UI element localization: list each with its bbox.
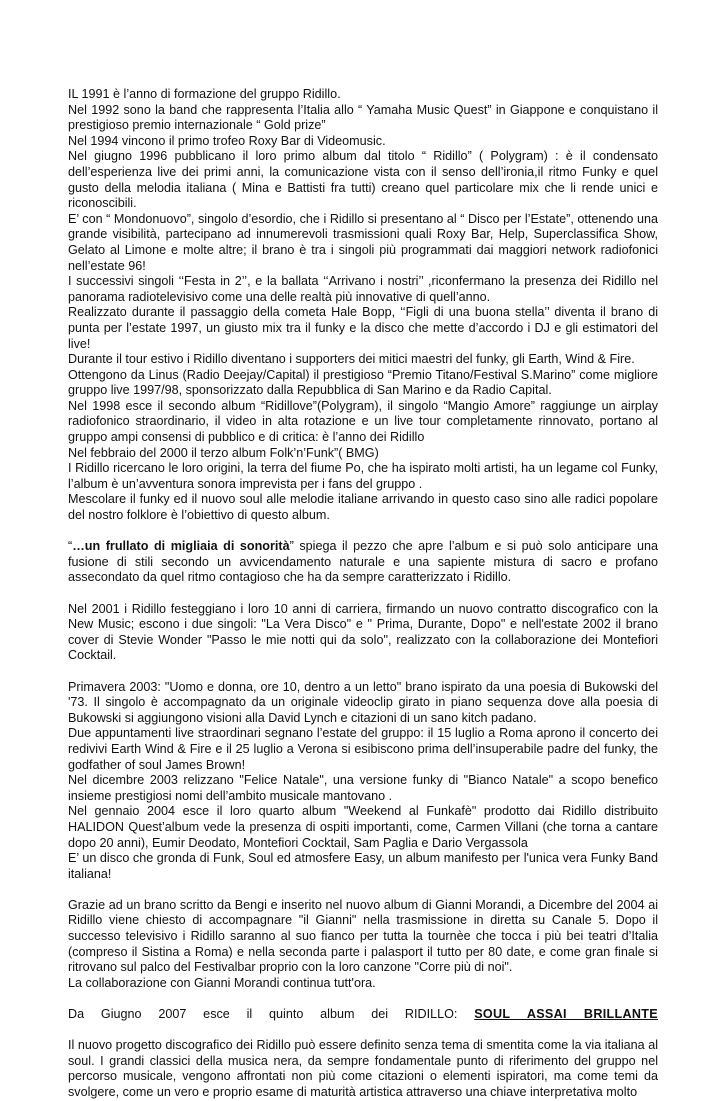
- paragraph-giugno-2007: [68, 1007, 658, 1023]
- line-hale-bopp: Realizzato durante il passaggio della cometa Hale Bopp, ‘‘Figli di una buona stella’’ diventa il brano di punta per l’estate 1997, un giusto mix tra il funky e la disco che mette d’accordo i DJ e gli estimatori del live!: [68, 305, 658, 351]
- quote-bold: …un frullato di migliaia di sonorità: [72, 539, 290, 554]
- line-1996: Nel giugno 1996 pubblicano il loro primo album dal titolo “ Ridillo” ( Polygram) : è il condensato dell’esperienza live dei primi anni, la comunicazione vista con il senso dell’ironia,il ritmo Funky e quel gusto della melodia italiana ( Mina e Battisti fra tutti) creano quel particolare mix che li rende unici e riconoscibili.: [68, 149, 658, 211]
- line-mescolare: Mescolare il funky ed il nuovo soul alle melodie italiane arrivando in questo caso sino alle radici popolare del nostro folklore è l’obiettivo di questo album.: [68, 492, 658, 523]
- line-morandi-end: La collaborazione con Gianni Morandi continua tutt'ora.: [68, 975, 376, 990]
- line-1998: Nel 1998 esce il secondo album “Ridillove”(Polygram), il singolo “Mangio Amore” raggiunge un airplay radiofonico straordinario, il video in alta rotazione e un live tour completamente rinnovato, portano al gruppo ampi consensi di pubblico e di critica: è l’anno dei Ridillo: [68, 398, 658, 445]
- giugno-prefix: Da Giugno 2007 esce il quinto album dei RIDILLO:: [68, 1007, 475, 1022]
- paragraph-2003: [68, 680, 658, 883]
- line-primavera-2003: Primavera 2003: "Uomo e donna, ore 10, dentro a un letto" brano ispirato da una poesia di Bukowski del '73. Il singolo è accompagnato da un originale videoclip girato in piano sequenza dove alla poesia di Bukowski si aggiungono visioni alla David Lynch e citazioni di un sano kitch padano.: [68, 679, 658, 725]
- album-title: SOUL ASSAI BRILLANTE: [474, 1007, 658, 1022]
- quote-open: “: [68, 539, 73, 554]
- line-origini: I Ridillo ricercano le loro origini, la terra del fiume Po, che ha ispirato molti artisti, ha un legame col Funky, l’album è un’avventura sonora imprevista per i fans del gruppo .: [68, 461, 658, 491]
- quote-rest: ” spiega il pezzo che apre l’album e si può solo anticipare una fusione di stili secondo un avvicendamento naturale e una sapiente mistura di sacro e profano assecondato da quel ritmo contagioso che ha da sempre caratterizzato i Ridillo.: [68, 539, 658, 585]
- line-dicembre-2003: Nel dicembre 2003 relizzano "Felice Natale", una versione funky di "Bianco Natale" a scopo benefico insieme prestigiosi nomi dell’ambito musicale mantovano .: [68, 773, 658, 803]
- paragraph-soul-assai: Il nuovo progetto discografico dei Ridillo può essere definito senza tema di smentita come la via italiana al soul. I grandi classici della musica nera, da sempre fondamentale punto di riferimento del gruppo nel percorso musicale, vengono affrontati non più come citazioni o elementi ispiratori, ma come temi da svolgere, come un vero e proprio esame di maturità artistica attraverso una chiave interpretativa molto: [68, 1038, 658, 1099]
- paragraph-history: [68, 87, 658, 524]
- line-appuntamenti-live: Due appuntamenti live straordinari segnano l’estate del gruppo: il 15 luglio a Roma aprono il concerto dei redivivi Earth Wind & Fire e il 25 luglio a Verona si esibiscono prima dell’insuperabile padre del funky, the godfather of soul James Brown!: [68, 726, 658, 772]
- document-page: [68, 87, 658, 1101]
- line-2000: Nel febbraio del 2000 il terzo album Folk’n’Funk”( BMG): [68, 445, 379, 460]
- line-1991: IL 1991 è l’anno di formazione del gruppo Ridillo.: [68, 87, 341, 101]
- line-1992: Nel 1992 sono la band che rappresenta l’Italia allo “ Yamaha Music Quest” in Giappone e conquistano il prestigioso premio internazionale “ Gold prize”: [68, 102, 658, 133]
- paragraph-morandi: [68, 898, 658, 992]
- line-premio-titano: Ottengono da Linus (Radio Deejay/Capital) il prestigioso “Premio Titano/Festival S.Marino” come migliore gruppo live 1997/98, sponsorizzato dalla Repubblica di San Marino e da Radio Capital.: [68, 367, 658, 398]
- line-gennaio-2004: Nel gennaio 2004 esce il loro quarto album "Weekend al Funkafè" prodotto dai Ridillo distribuito HALIDON Quest’album vede la presenza di ospiti importanti, come, Carmen Villani (che torna a cantare dopo 20 anni), Eumir Deodato, Montefiori Cocktail, Sam Paglia e Dario Vergassola: [68, 804, 658, 850]
- line-tour-estivo: Durante il tour estivo i Ridillo diventano i supporters dei mitici maestri del funky, gli Earth, Wind & Fire.: [68, 352, 635, 367]
- line-1994: Nel 1994 vincono il primo trofeo Roxy Bar di Videomusic.: [68, 133, 386, 148]
- paragraph-quote: [68, 539, 658, 586]
- line-disco-funk: E’ un disco che gronda di Funk, Soul ed atmosfere Easy, un album manifesto per l'unica vera Funky Band italiana!: [68, 851, 658, 881]
- line-singoli: I successivi singoli ‘‘Festa in 2’’, e la ballata ‘‘Arrivano i nostri’’ ,riconfermano la presenza dei Ridillo nel panorama radiotelevisivo come una delle realtà più innovative di quell’anno.: [68, 274, 658, 304]
- line-mondonuovo: E’ con “ Mondonuovo”, singolo d’esordio, che i Ridillo si presentano al “ Disco per l’Estate”, ottenendo una grande visibilità, partecipano ad innumerevoli trasmissioni quali Roxy Bar, Help, Superclassifica Show, Gelato al Limone e molte altre; il brano è tra i singoli più programmati dai maggiori network radiofonici nell’estate 96!: [68, 211, 658, 273]
- paragraph-2001: Nel 2001 i Ridillo festeggiano i loro 10 anni di carriera, firmando un nuovo contratto discografico con la New Music; escono i due singoli: "La Vera Disco" e " Prima, Durante, Dopo" e nell'estate 2002 il brano cover di Stevie Wonder "Passo le mie notti qui da solo", realizzato con la collaborazione dei Montefiori Cocktail.: [68, 601, 658, 663]
- line-morandi: Grazie ad un brano scritto da Bengi e inserito nel nuovo album di Gianni Morandi, a Dicembre del 2004 ai Ridillo viene chiesto di accompagnare "il Gianni" nella trasmissione in diretta su Canale 5. Dopo il successo televisivo i Ridillo saranno al suo fianco per tutta la tournèe che tocca i più bei teatri d’Italia (compreso il Sistina a Roma) e nella seconda parte i palasport il tutto per 80 date, e come gran finale si ritrovano sul palco del Festivalbar proprio con la loro canzone "Corre più di noi".: [68, 897, 658, 975]
